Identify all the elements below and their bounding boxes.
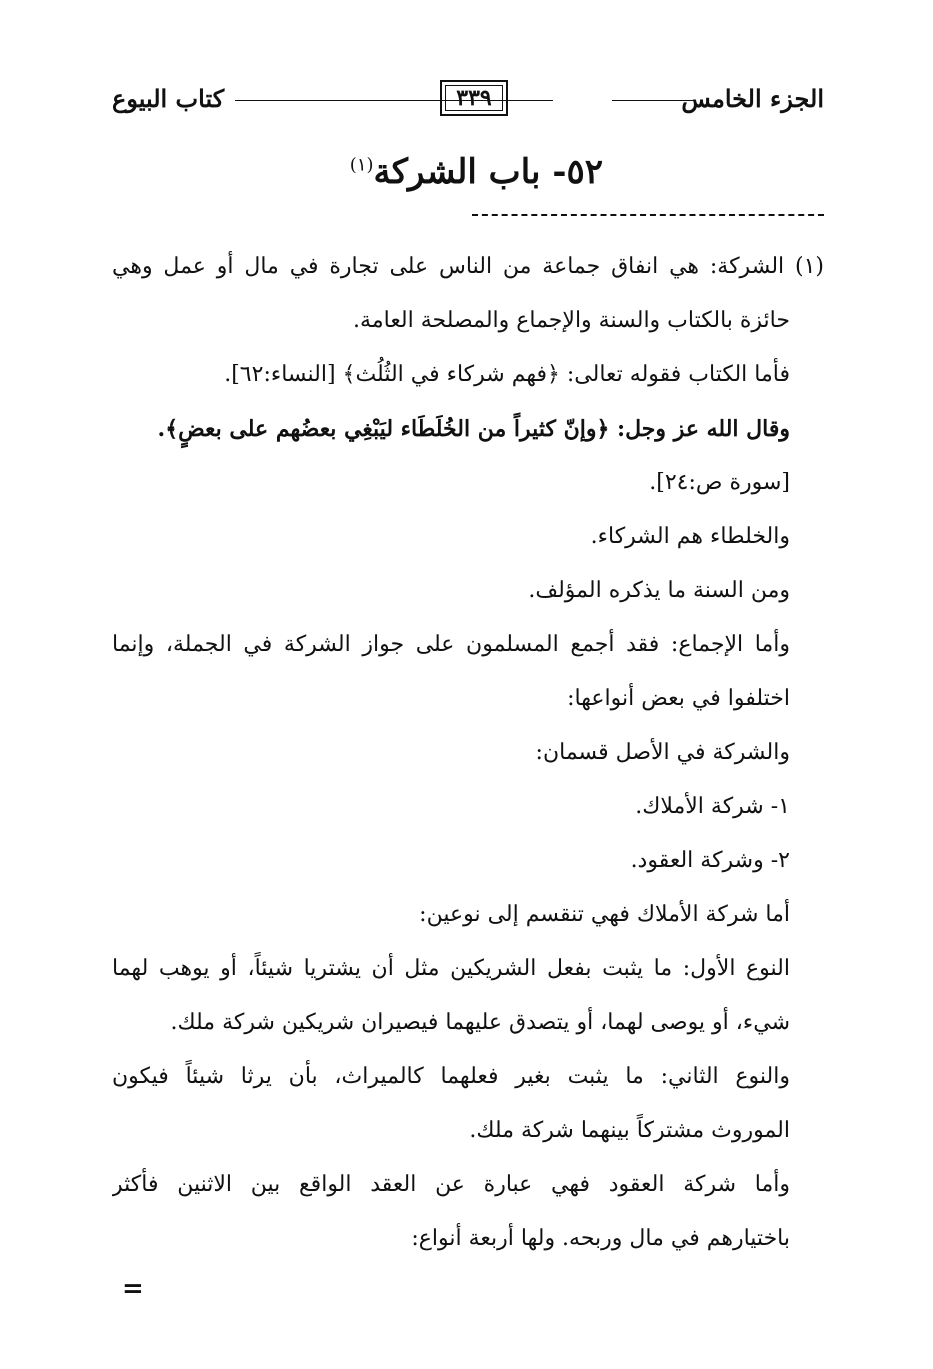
footnote-line: شيء، أو يوصى لهما، أو يتصدق عليهما فيصيران شريكين شركة ملك. <box>170 1010 790 1035</box>
footnote-line: وقال الله عز وجل: ﴿وإنّ كثيراً من الخُلَطَاء ليَبْغِي بعضُهم على بعضٍ﴾. <box>157 416 790 442</box>
footnote-body <box>112 240 824 1266</box>
footnote-line: فأما الكتاب فقوله تعالى: ﴿فهم شركاء في الثُلُث﴾ [النساء:٦٢]. <box>224 362 790 387</box>
header-part: الجزء الخامس <box>681 84 824 113</box>
footnote-line: باختيارهم في مال وربحه. ولها أربعة أنواع: <box>411 1226 790 1251</box>
header-book: كتاب البيوع <box>112 84 225 113</box>
footnote-line: النوع الأول: ما يثبت بفعل الشريكين مثل أن يشتريا شيئاً، أو يوهب لهما <box>112 956 790 981</box>
continuation-mark: = <box>122 1274 144 1304</box>
footnote-line: اختلفوا في بعض أنواعها: <box>567 686 790 711</box>
footnote-line: وأما الإجماع: فقد أجمع المسلمون على جواز الشركة في الجملة، وإنما <box>112 632 790 657</box>
footnote-line: حائزة بالكتاب والسنة والإجماع والمصلحة العامة. <box>353 308 790 333</box>
chapter-title <box>350 152 603 192</box>
footnote-line: ومن السنة ما يذكره المؤلف. <box>528 578 790 603</box>
running-header <box>112 78 824 124</box>
footnote-line: (١) الشركة: هي انفاق جماعة من الناس على تجارة في مال أو عمل وهي <box>112 254 824 279</box>
chapter-title-text: ٥٢- باب الشركة <box>373 152 603 192</box>
footnote-marker: (١) <box>349 154 374 176</box>
header-rule-right <box>612 100 695 101</box>
footnote-line: ٢- وشركة العقود. <box>630 848 790 873</box>
footnote-line: ١- شركة الأملاك. <box>635 794 790 819</box>
footnote-separator <box>472 214 824 216</box>
footnote-line: والشركة في الأصل قسمان: <box>535 740 790 765</box>
footnote-line: أما شركة الأملاك فهي تنقسم إلى نوعين: <box>419 902 790 927</box>
footnote-line: والنوع الثاني: ما يثبت بغير فعلهما كالميراث، بأن يرثا شيئاً فيكون <box>112 1064 790 1089</box>
header-rule-left <box>235 100 553 101</box>
footnote-line: [سورة ص:٢٤]. <box>649 470 790 495</box>
footnote-line: وأما شركة العقود فهي عبارة عن العقد الواقع بين الاثنين فأكثر <box>112 1172 790 1197</box>
footnote-line: والخلطاء هم الشركاء. <box>590 524 790 549</box>
footnote-line: الموروث مشتركاً بينهما شركة ملك. <box>469 1118 790 1143</box>
page-number: ٣٣٩ <box>440 80 508 116</box>
